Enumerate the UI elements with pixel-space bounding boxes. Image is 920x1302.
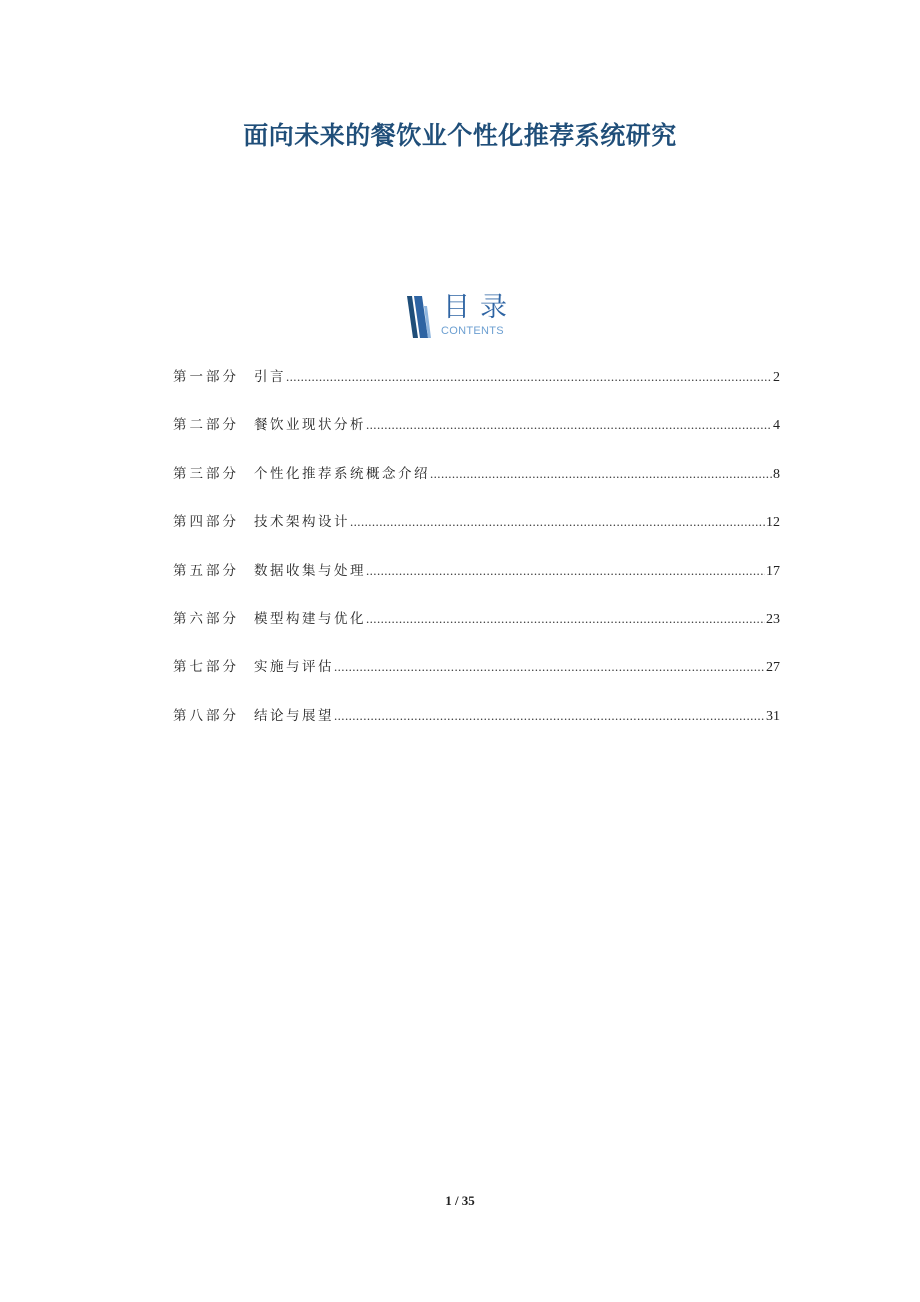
toc-entry-page: 17 [766,563,780,579]
toc-entry-part: 第三部分 [173,465,239,482]
toc-entry-3[interactable] [173,461,780,509]
toc-entry-page: 31 [766,708,780,724]
toc-entry-7[interactable] [173,654,780,702]
toc-entry-1[interactable] [173,364,780,412]
table-of-contents [173,364,780,751]
toc-entry-part: 第八部分 [173,707,239,724]
toc-entry-6[interactable] [173,606,780,654]
toc-entry-2[interactable] [173,412,780,460]
toc-entry-name: 数据收集与处理 [254,562,366,579]
toc-entry-page: 2 [773,370,780,385]
toc-entry-leader [286,364,772,390]
toc-entry-part: 第一部分 [173,369,239,385]
toc-entry-leader [366,606,765,632]
toc-entry-name: 个性化推荐系统概念介绍 [254,465,430,482]
toc-entry-leader [350,509,765,535]
toc-entry-name: 模型构建与优化 [254,610,366,627]
toc-entry-page: 23 [766,611,780,627]
blue-slanted-stripes-icon [405,296,431,338]
toc-entry-leader [334,654,765,680]
toc-entry-page: 8 [773,466,780,482]
toc-entry-4[interactable] [173,509,780,557]
toc-entry-5[interactable] [173,558,780,606]
toc-entry-leader [366,412,772,438]
toc-entry-leader [366,558,765,584]
toc-entry-leader [430,461,772,487]
toc-heading [405,292,525,340]
toc-entry-name: 引言 [254,369,286,385]
toc-entry-leader [334,703,765,729]
toc-entry-part: 第五部分 [173,562,239,579]
toc-entry-part: 第六部分 [173,610,239,627]
document-title: 面向未来的餐饮业个性化推荐系统研究 [243,121,677,150]
toc-entry-page: 4 [773,418,780,434]
toc-entry-8[interactable] [173,703,780,751]
toc-entry-name: 技术架构设计 [254,514,350,531]
toc-heading-subtitle: CONTENTS [441,325,504,337]
toc-entry-page: 12 [766,515,780,531]
toc-heading-title: 目录 [443,292,517,323]
toc-entry-name: 实施与评估 [254,659,334,676]
toc-entry-part: 第七部分 [173,659,239,676]
toc-entry-name: 餐饮业现状分析 [254,417,366,434]
page-number: 1 / 35 [445,1193,475,1208]
toc-entry-page: 27 [766,660,780,676]
toc-entry-name: 结论与展望 [254,707,334,724]
toc-entry-part: 第四部分 [173,514,239,531]
toc-entry-part: 第二部分 [173,417,239,434]
